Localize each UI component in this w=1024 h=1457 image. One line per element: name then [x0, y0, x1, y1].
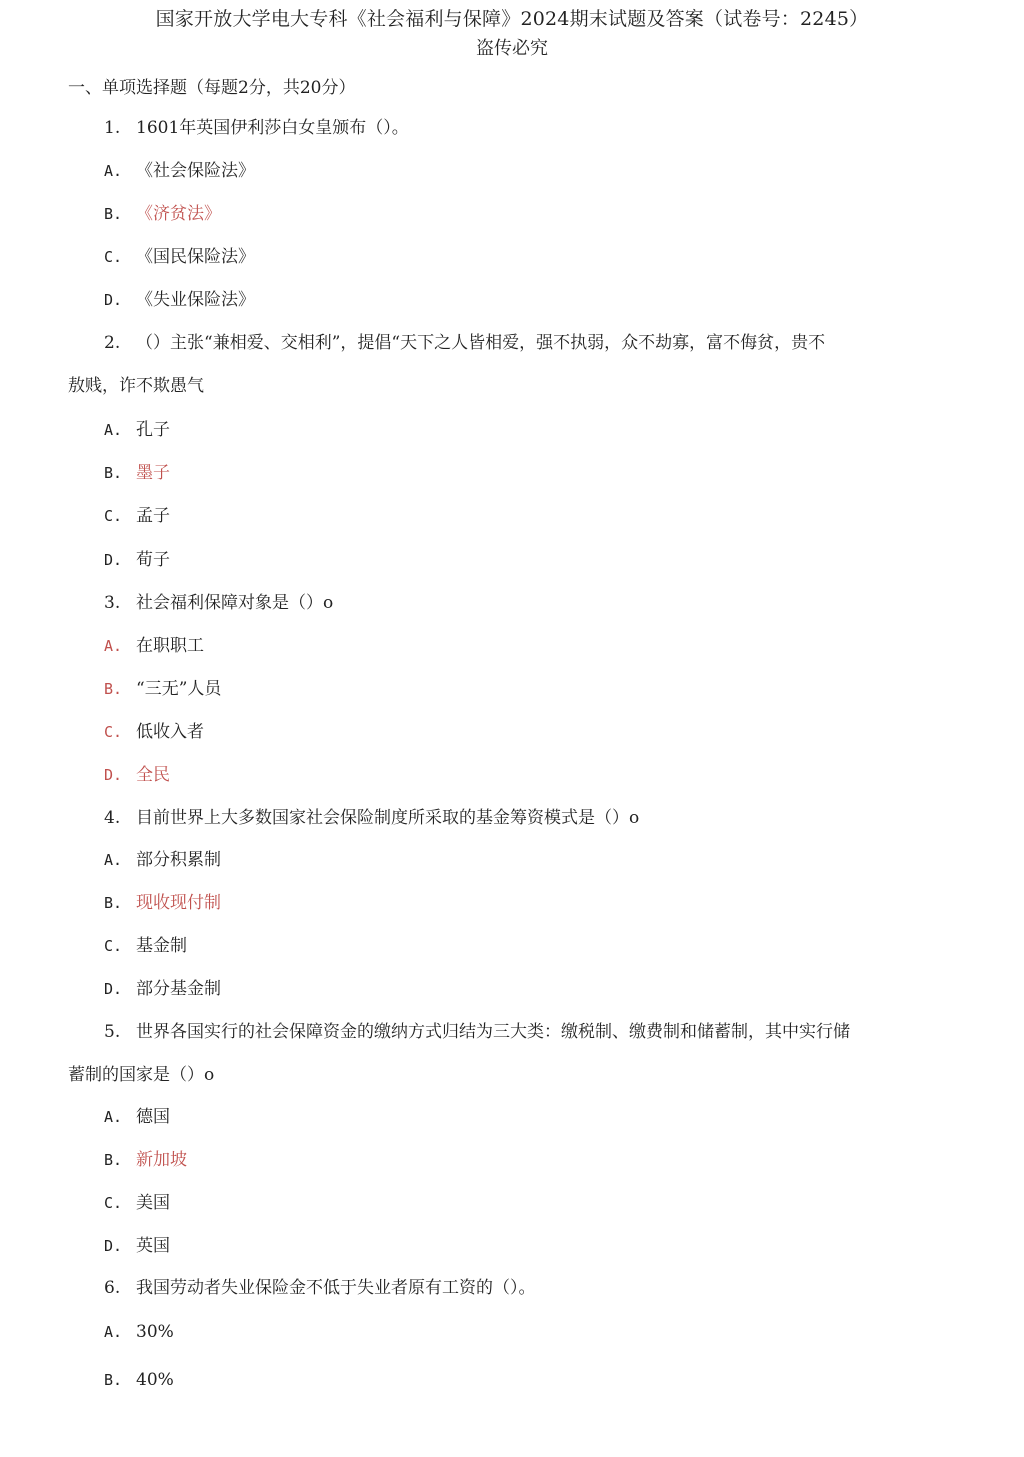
question-text: 我国劳动者失业保险金不低于失业者原有工资的（）。 — [136, 1278, 536, 1298]
option-letter: A. — [104, 1108, 123, 1126]
option-letter: A. — [104, 162, 123, 180]
option-6b — [104, 1367, 174, 1393]
option-text: 孔子 — [136, 420, 170, 440]
option-text: 孟子 — [136, 506, 170, 526]
question-number: 4. — [104, 808, 121, 828]
option-5a — [104, 1104, 170, 1130]
question-6 — [104, 1275, 536, 1301]
option-1b — [104, 201, 221, 227]
question-text: （）主张“兼相爱、交相利”，提倡“天下之人皆相爱，强不执弱，众不劫寡，富不侮贫，贵不 — [136, 333, 826, 353]
option-text: 《失业保险法》 — [136, 290, 255, 310]
option-1a — [104, 158, 255, 184]
page-subtitle: 盗传必究 — [476, 38, 548, 59]
option-letter: A. — [104, 1323, 123, 1341]
option-2d — [104, 547, 170, 573]
option-text-answer: 《济贫法》 — [136, 204, 221, 224]
option-letter: B. — [104, 464, 123, 482]
option-letter: B. — [104, 680, 123, 698]
option-letter: C. — [104, 723, 123, 741]
option-letter: B. — [104, 1371, 123, 1389]
option-3c — [104, 719, 204, 745]
question-text: 世界各国实行的社会保障资金的缴纳方式归结为三大类：缴税制、缴费制和储蓄制，其中实行储 — [136, 1022, 850, 1042]
question-text: 社会福利保障对象是（）o — [136, 593, 334, 613]
option-2a — [104, 417, 170, 443]
question-number: 1. — [104, 118, 121, 138]
option-text: 《国民保险法》 — [136, 247, 255, 267]
question-4 — [104, 805, 639, 831]
option-letter: D. — [104, 766, 123, 784]
option-3a — [104, 633, 204, 659]
option-text: 在职职工 — [136, 636, 204, 656]
option-text: 低收入者 — [136, 722, 204, 742]
question-5-continued: 蓄制的国家是（）o — [68, 1065, 215, 1085]
question-3 — [104, 590, 333, 616]
option-5d — [104, 1233, 170, 1259]
option-4d — [104, 976, 221, 1002]
option-letter: D. — [104, 980, 123, 998]
question-2-continued: 敖贱，诈不欺愚气 — [68, 376, 204, 396]
question-number: 6. — [104, 1278, 121, 1298]
section-heading: 一、单项选择题（每题2分，共20分） — [68, 78, 356, 98]
option-text-answer: 新加坡 — [136, 1150, 187, 1170]
option-letter: D. — [104, 551, 123, 569]
option-text: 《社会保险法》 — [136, 161, 255, 181]
option-letter: C. — [104, 507, 123, 525]
option-text: 英国 — [136, 1236, 170, 1256]
option-text-answer: 全民 — [136, 765, 170, 785]
option-text: 30% — [136, 1322, 174, 1342]
option-text-answer: 现收现付制 — [136, 893, 221, 913]
option-3d — [104, 762, 170, 788]
option-1c — [104, 244, 255, 270]
option-letter: A. — [104, 851, 123, 869]
option-4b — [104, 890, 221, 916]
option-4c — [104, 933, 187, 959]
option-5c — [104, 1190, 170, 1216]
option-6a — [104, 1319, 174, 1345]
option-text: “三无”人员 — [136, 679, 222, 699]
question-number: 3. — [104, 593, 121, 613]
option-1d — [104, 287, 255, 313]
option-letter: C. — [104, 1194, 123, 1212]
question-5 — [104, 1019, 850, 1045]
question-text: 目前世界上大多数国家社会保险制度所采取的基金筹资模式是（）o — [136, 808, 640, 828]
question-text: 1601年英国伊利莎白女皇颁布（）。 — [136, 118, 409, 138]
option-letter: B. — [104, 894, 123, 912]
option-text-answer: 墨子 — [136, 463, 170, 483]
option-text: 部分基金制 — [136, 979, 221, 999]
question-number: 2. — [104, 333, 121, 353]
option-2b — [104, 460, 170, 486]
question-number: 5. — [104, 1022, 121, 1042]
option-text: 40% — [136, 1370, 174, 1390]
option-text: 美国 — [136, 1193, 170, 1213]
option-letter: D. — [104, 1237, 123, 1255]
option-text: 荀子 — [136, 550, 170, 570]
option-text: 德国 — [136, 1107, 170, 1127]
option-letter: B. — [104, 205, 123, 223]
question-2 — [104, 330, 825, 356]
page-title: 国家开放大学电大专科《社会福利与保障》2024期末试题及答案（试卷号：2245） — [155, 8, 869, 30]
option-text: 部分积累制 — [136, 850, 221, 870]
option-2c — [104, 503, 170, 529]
option-letter: B. — [104, 1151, 123, 1169]
option-text: 基金制 — [136, 936, 187, 956]
option-letter: A. — [104, 421, 123, 439]
question-1 — [104, 115, 409, 141]
option-4a — [104, 847, 221, 873]
option-5b — [104, 1147, 187, 1173]
option-3b — [104, 676, 221, 702]
option-letter: A. — [104, 637, 123, 655]
option-letter: C. — [104, 248, 123, 266]
option-letter: D. — [104, 291, 123, 309]
option-letter: C. — [104, 937, 123, 955]
